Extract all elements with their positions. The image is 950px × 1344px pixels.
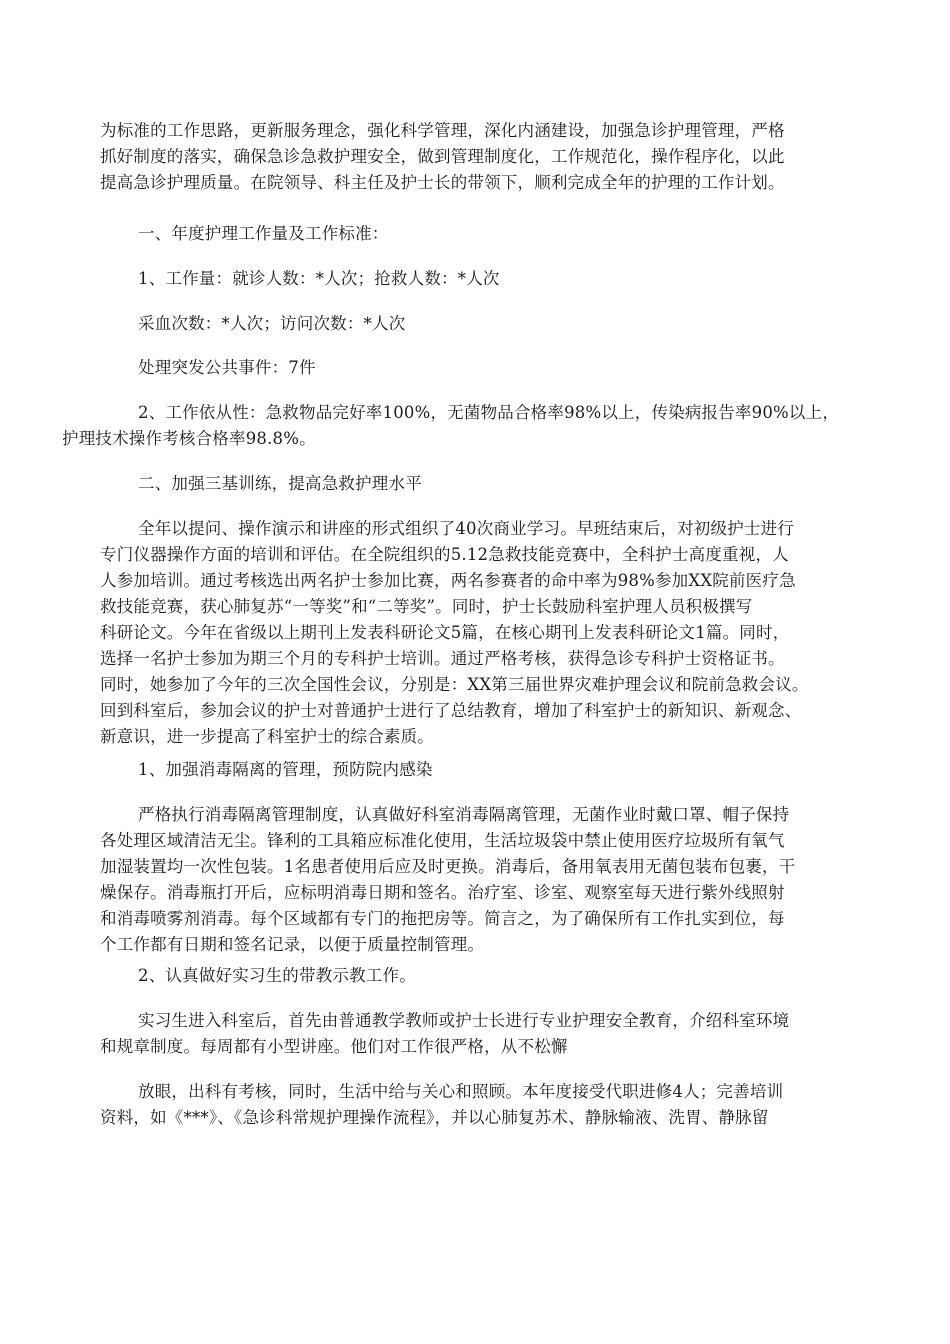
paragraph-blood-visits: 采血次数：*人次；访问次数：*人次 <box>138 314 406 333</box>
paragraph-intro <box>100 118 860 196</box>
paragraph-compliance <box>62 400 860 452</box>
text-line: 救技能竞赛，获心肺复苏“一等奖”和“二等奖”。同时，护士长鼓励科室护理人员积极撰写 <box>100 597 753 616</box>
text-line: 2、工作依从性：急救物品完好率100%，无菌物品合格率98%以上，传染病报告率90%以上， <box>138 403 840 422</box>
text-line: 放眼，出科有考核，同时，生活中给与关心和照顾。本年度接受代职进修4人；完善培训 <box>138 1082 784 1101</box>
text-line: 选择一名护士参加为期三个月的专科护士培训。通过严格考核，获得急诊专科护士资格证书。 <box>100 649 785 668</box>
text-line: 加湿装置均一次性包装。1名患者使用后应及时更换。消毒后，备用氧表用无菌包装布包裹，干 <box>100 857 796 876</box>
heading-interns: 2、认真做好实习生的带教示教工作。 <box>138 966 416 985</box>
text-line: 严格执行消毒隔离管理制度，认真做好科室消毒隔离管理，无菌作业时戴口罩、帽子保持 <box>138 805 790 824</box>
text-line: 抓好制度的落实，确保急诊急救护理安全，做到管理制度化，工作规范化，操作程序化，以此 <box>100 147 785 166</box>
text-line: 人参加培训。通过考核选出两名护士参加比赛，两名参赛者的命中率为98%参加XX院前医疗急 <box>100 571 796 590</box>
text-line: 为标准的工作思路，更新服务理念，强化科学管理，深化内涵建设，加强急诊护理管理，严格 <box>100 121 785 140</box>
paragraph-assessment <box>100 1079 860 1131</box>
text-line: 和消毒喷雾剂消毒。每个区域都有专门的拖把房等。简言之，为了确保所有工作扎实到位，每 <box>100 909 785 928</box>
text-line: 实习生进入科室后，首先由普通教学教师或护士长进行专业护理安全教育，介绍科室环境 <box>138 1011 790 1030</box>
heading-section-2: 二、加强三基训练，提高急救护理水平 <box>138 474 422 493</box>
paragraph-disinfection <box>100 802 860 958</box>
text-line: 护理技术操作考核合格率98.8%。 <box>62 429 316 448</box>
text-line: 提高急诊护理质量。在院领导、科主任及护士长的带领下，顺利完成全年的护理的工作计划。 <box>100 173 785 192</box>
text-line: 全年以提问、操作演示和讲座的形式组织了40次商业学习。早班结束后，对初级护士进行 <box>138 519 794 538</box>
text-line: 科研论文。今年在省级以上期刊上发表科研论文5篇，在核心期刊上发表科研论文1篇。同时， <box>100 623 790 642</box>
heading-disinfection: 1、加强消毒隔离的管理，预防院内感染 <box>138 760 433 779</box>
paragraph-interns <box>100 1008 860 1060</box>
text-line: 回到科室后，参加会议的护士对普通护士进行了总结教育，增加了科室护士的新知识、新观念、 <box>100 701 802 720</box>
text-line: 和规章制度。每周都有小型讲座。他们对工作很严格，从不松懈 <box>100 1037 568 1056</box>
paragraph-public-events: 处理突发公共事件：7件 <box>138 358 316 377</box>
paragraph-workload: 1、工作量：就诊人数：*人次；抢救人数：*人次 <box>138 269 500 288</box>
text-line: 专门仪器操作方面的培训和评估。在全院组织的5.12急救技能竞赛中，全科护士高度重视，人 <box>100 545 789 564</box>
text-line: 同时，她参加了今年的三次全国性会议，分别是：XX第三届世界灾难护理会议和院前急救会议。 <box>100 675 809 694</box>
text-line: 个工作都有日期和签名记录，以便于质量控制管理。 <box>100 935 485 954</box>
text-line: 燥保存。消毒瓶打开后，应标明消毒日期和签名。治疗室、诊室、观察室每天进行紫外线照射 <box>100 883 785 902</box>
text-line: 资料，如《***》、《急诊科常规护理操作流程》，并以心肺复苏术、静脉输液、洗胃、静脉留 <box>100 1108 769 1127</box>
text-line: 各处理区域清洁无尘。锋利的工具箱应标准化使用，生活垃圾袋中禁止使用医疗垃圾所有氧气 <box>100 831 785 850</box>
paragraph-training <box>100 516 860 750</box>
heading-section-1: 一、年度护理工作量及工作标准： <box>138 224 389 243</box>
text-line: 新意识，进一步提高了科室护士的综合素质。 <box>100 727 434 746</box>
